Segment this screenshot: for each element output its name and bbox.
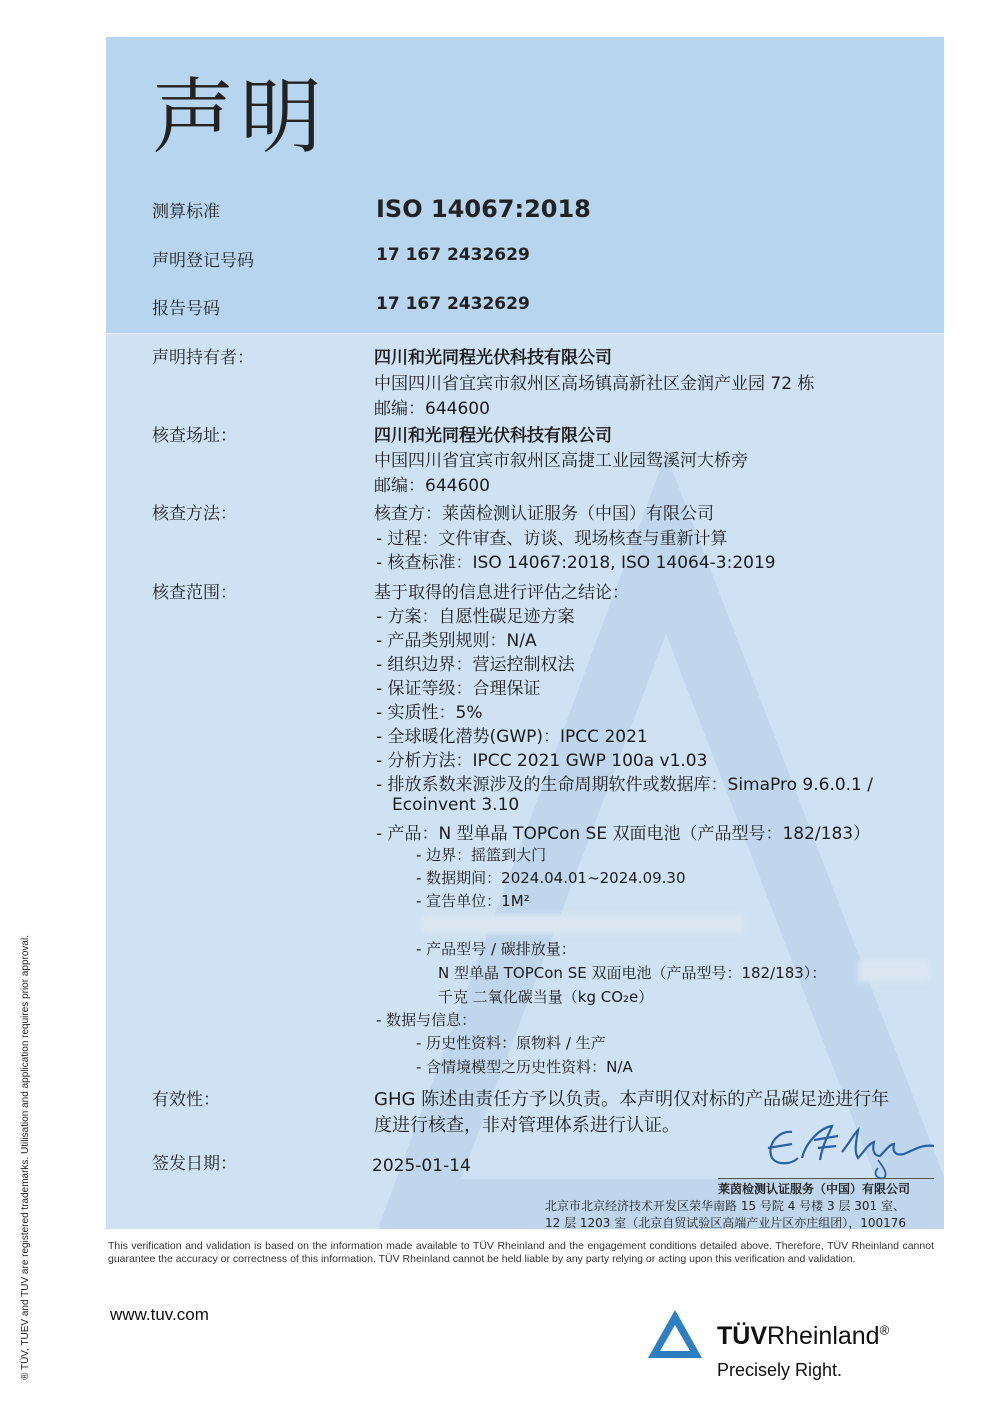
validity-text-line1: GHG 陈述由责任方予以负责。本声明仅对标的产品碳足迹进行年 xyxy=(374,1089,890,1110)
redacted-value xyxy=(858,960,930,982)
trademark-side-note: ® TÜV, TUEV and TUV are registered trademarks. Utilisation and application requires prior approval. xyxy=(20,935,31,1380)
emission-unit-line: 千克 二氧化碳当量（kg CO₂e） xyxy=(438,988,654,1006)
scope-item: - 排放系数来源涉及的生命周期软件或数据库：SimaPro 9.6.0.1 / xyxy=(376,775,874,795)
scope-product: - 产品：N 型单晶 TOPCon SE 双面电池（产品型号：182/183） xyxy=(376,824,871,844)
validity-label: 有效性： xyxy=(152,1090,220,1110)
site-postcode: 邮编：644600 xyxy=(374,476,490,496)
scope-item: - 产品类别规则：N/A xyxy=(376,631,537,651)
data-sub-item: - 含情境模型之历史性资料：N/A xyxy=(416,1058,633,1076)
scope-item: - 组织边界：营运控制权法 xyxy=(376,655,575,675)
scope-item: - 方案：自愿性碳足迹方案 xyxy=(376,607,575,627)
emission-heading: - 产品型号 / 碳排放量： xyxy=(416,940,576,958)
signatory-address-line1: 北京市北京经济技术开发区荣华南路 15 号院 4 号楼 3 层 301 室、 xyxy=(545,1199,905,1213)
signature-line xyxy=(718,1178,934,1179)
site-label: 核查场址： xyxy=(152,426,237,446)
signatory-company: 莱茵检测认证服务（中国）有限公司 xyxy=(718,1182,911,1196)
website-link[interactable]: www.tuv.com xyxy=(110,1305,209,1324)
scope-item: - 分析方法：IPCC 2021 GWP 100a v1.03 xyxy=(376,751,708,771)
emission-product-line: N 型单晶 TOPCon SE 双面电池（产品型号：182/183）： xyxy=(438,964,827,982)
product-sub-item: - 宣告单位：1M² xyxy=(416,892,530,910)
product-sub-item: - 边界：摇篮到大门 xyxy=(416,846,547,864)
declaration-number-value: 17 167 2432629 xyxy=(376,245,530,265)
method-standard: - 核查标准：ISO 14067:2018, ISO 14064-3:2019 xyxy=(376,553,776,573)
holder-name: 四川和光同程光伏科技有限公司 xyxy=(374,348,612,368)
standard-value: ISO 14067:2018 xyxy=(376,195,591,223)
issue-date-label: 签发日期： xyxy=(152,1154,237,1174)
scope-intro: 基于取得的信息进行评估之结论： xyxy=(374,583,629,603)
disclaimer-text: This verification and validation is based on the information made available to TÜV Rheinland and the engagement conditions detailed above. Therefore, TÜV Rheinland cannot guarantee the accuracy or correctness of this information. TÜV Rheinland cannot be held liable by any party relying or acting upon this verification and validation. xyxy=(108,1240,934,1265)
standard-label: 测算标准 xyxy=(152,202,220,222)
product-sub-item: - 数据期间：2024.04.01~2024.09.30 xyxy=(416,869,686,887)
data-heading: - 数据与信息： xyxy=(376,1011,477,1029)
scope-item: - 全球暖化潜势(GWP)：IPCC 2021 xyxy=(376,727,648,747)
report-number-value: 17 167 2432629 xyxy=(376,294,530,314)
brand-tuv: TÜV xyxy=(717,1322,767,1350)
scope-label: 核查范围： xyxy=(152,583,237,603)
method-process: - 过程：文件审查、访谈、现场核查与重新计算 xyxy=(376,529,728,549)
holder-label: 声明持有者： xyxy=(152,348,254,368)
brand-tagline: Precisely Right. xyxy=(717,1360,843,1380)
issue-date-value: 2025-01-14 xyxy=(372,1156,471,1176)
tuv-logo-icon xyxy=(646,1308,704,1360)
scope-item: - 保证等级：合理保证 xyxy=(376,679,541,699)
method-label: 核查方法： xyxy=(152,504,237,524)
scope-item-continuation: Ecoinvent 3.10 xyxy=(392,795,520,815)
data-sub-item: - 历史性资料：原物料 / 生产 xyxy=(416,1034,606,1052)
page-title: 声明 xyxy=(152,70,329,165)
scope-item: - 实质性：5% xyxy=(376,703,483,723)
signature-icon xyxy=(758,1112,940,1182)
validity-text-line2: 度进行核查，非对管理体系进行认证。 xyxy=(374,1115,680,1136)
holder-address: 中国四川省宜宾市叙州区高场镇高新社区金润产业园 72 栋 xyxy=(374,374,815,394)
brand-registered-mark: ® xyxy=(879,1322,890,1338)
site-name: 四川和光同程光伏科技有限公司 xyxy=(374,426,612,446)
site-address: 中国四川省宜宾市叙州区高捷工业园鸳溪河大桥旁 xyxy=(374,451,748,471)
brand-wordmark xyxy=(717,1322,889,1351)
method-verifier: 核查方：莱茵检测认证服务（中国）有限公司 xyxy=(374,504,714,524)
holder-postcode: 邮编：644600 xyxy=(374,399,490,419)
brand-rheinland: Rheinland xyxy=(767,1322,880,1350)
signatory-address-line2: 12 层 1203 室（北京自贸试验区高端产业片区亦庄组团），100176 xyxy=(545,1216,907,1230)
declaration-number-label: 声明登记号码 xyxy=(152,251,254,271)
report-number-label: 报告号码 xyxy=(152,299,220,319)
redacted-block xyxy=(422,914,744,934)
